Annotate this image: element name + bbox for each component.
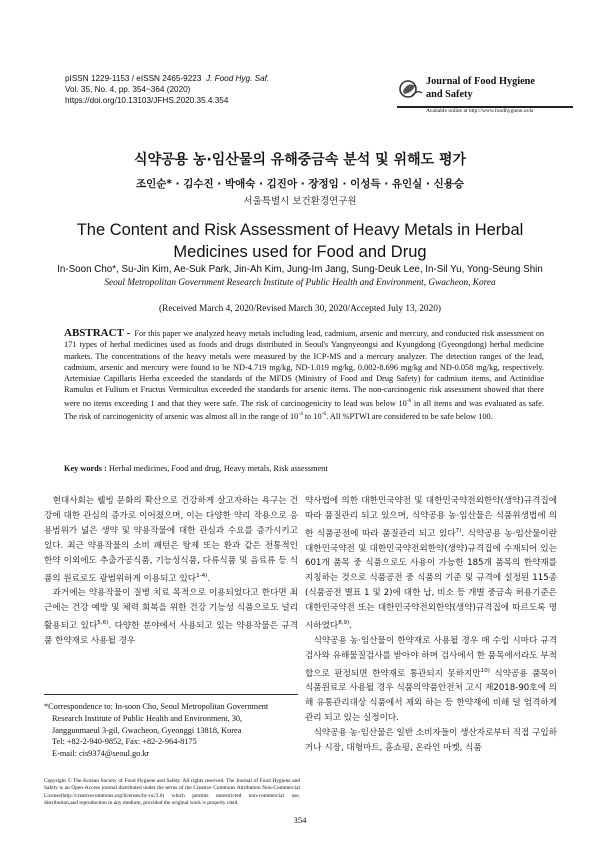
received-dates: (Received March 4, 2020/Revised March 30, 2020/Accepted July 13, 2020) <box>159 304 441 314</box>
journal-abbrev: J. Food Hyg. Saf. <box>205 74 270 83</box>
copyright-notice: Copyright © The Korean Society of Food Hygiene and Safety. All rights reserved. The Journal of Food Hygiene and Safety is an Open-Access journal distributed under the terms of the Creative Commons Attribution Non-Commercial License(http://creativecommons.org/licenses/by-nc/3.0) which permits unrestricted non-commercial use, distribution,and reproduction in any medium, provided the original work is properly cited. <box>44 778 300 806</box>
paragraph: 과거에는 약용작물이 질병 치료 목적으로 이용되었다고 한다면 최근에는 건강 예방 및 체력 회복을 위한 건강 기능성 식품으로도 널리 활용되고 있다$^{5,6)}$. 다양한 분야에서 사용되고 있는 약용작물은 규격품 한약재로 사용될 경우 <box>44 588 299 646</box>
paragraph: 현대사회는 웰빙 문화의 확산으로 건강하게 살고자하는 욕구는 건강에 대한 관심의 증가로 이어졌으며, 이는 다양한 약리 작용으로 응용범위가 넓은 생약 및 약용작물에 대한 관심과 수요를 증가시키고 있다. 최근 약용작물의 소비 패턴은 탕제 또는 환과 같은 전통적인 한약 이외에도 추출가공식품, 기능성식품, 다류식품 및 음료류 등 식품의 원료로도 광범위하게 이용되고 있다$^{1-4)}$. <box>44 496 298 584</box>
title-english: The Content and Risk Assessment of Heavy Metals in Herbal Medicines used for Food and Drug <box>76 221 524 261</box>
title-korean: 식약공용 농·임산물의 유해중금속 분석 및 위해도 평가 <box>133 152 467 168</box>
abstract-label: ABSTRACT - <box>64 327 131 339</box>
body-column-right <box>305 494 557 756</box>
available-online[interactable]: Available online at http://www.foodhygiene.or.kr <box>426 108 534 114</box>
keywords: Key words : Herbal medicines, Food and drug, Heavy metals, Risk assessment <box>64 464 328 473</box>
paragraph: 식약공용 농·임산물이 한약재로 사용될 경우 매 수입 시마다 규격검사와 유해물질검사를 받아야 하며 검사에서 한 품목에서라도 부적합으로 판정되면 한약재로 통관되지 못하지만$^{10)}$ 식약공용 품목이 식품원료로 사용될 경우 식품의약품안전처 고시 제2018-90호에 의해 유통관리대상 식품에서 제외 하는 등 한약재에 비해 덜 엄격하게 관리 되고 있는 실정이다. <box>305 635 557 724</box>
affiliation-english: Seoul Metropolitan Government Research Institute of Public Health and Environment, Gwacheon, Korea <box>104 278 496 288</box>
journal-meta <box>65 73 269 106</box>
doi-link[interactable]: https://doi.org/10.13103/JFHS.2020.35.4.354 <box>65 96 229 105</box>
issn-line: pISSN 1229-1153 / eISSN 2465-9223 <box>65 74 202 83</box>
footnote-divider <box>44 694 298 695</box>
volume-line: Vol. 35, No. 4, pp. 354~364 (2020) <box>65 85 191 94</box>
affiliation-korean: 서울특별시 보건환경연구원 <box>243 196 357 207</box>
correspondence-note: *Correspondence to: In-soon Cho, Seoul Metropolitan Government Research Institute of Public Health and Environment, 30, Janggunmaeul 3-gil, Gwacheon, Gyeonggi 13818, Korea Tel: +82-2-940-9852, Fax: +82-2-964-8175 E-mail: cis9374@seoul.go.kr <box>44 701 300 760</box>
abstract: ABSTRACT - For this paper we analyzed heavy metals including lead, cadmium, arsenic and mercury, and conducted risk assessment on 171 types of herbal medicines used as foods and drugs distributed in Seoul's Yangnyeongsi and Kyungdong (Gyeongdong) herbal medicine markets. The concentrations of the heavy metals were measured by the ICP-MS and a mercury analyzer. The detection ranges of the lead, cadmium, arsenic and mercury were found to be ND-4.719 mg/kg, ND-1.019 mg/kg, 0.002-8.696 mg/kg and ND-0.058 mg/kg, respectively. Artemisiae Capillaris Herba exceeded the standards of the MFDS (Ministry of Food and Drug Safety) for cadmium items, and Actinidiae Ramulus et Fulium et Fructus Vermicultus exceeded the standards for arsenic items. The non-carcinogenic risk assessment showed that there were no items exceeding 1 and that they were safe. The risk of carcinogenicity to lead was below $10^{-6}$ in all items and was evaluated as safe. The risk of carcinogenicity of arsenic was almost all in the range of $10^{-4}$ to $10^{-6}$. All %PTWI are considered to be safe below 100. <box>64 327 545 421</box>
paragraph: 식약공용 농·임산물은 일반 소비자들이 생산자로부터 직접 구입하거나 시장, 대형마트, 홈쇼핑, 온라인 마켓, 식품 <box>305 728 557 754</box>
page-number: 354 <box>293 815 307 825</box>
journal-title-logo: Journal of Food Hygiene and Safety <box>426 76 535 100</box>
authors-english: In-Soon Cho*, Su-Jin Kim, Ae-Suk Park, Jin-Ah Kim, Jung-Im Jang, Sung-Deuk Lee, In-Sil Yu, Yong-Seung Shin <box>57 264 543 275</box>
paragraph: 약사법에 의한 대한민국약전 및 대한민국약전외한약(생약)규격집에 따라 품질관리 되고 있으며, 식약공용 농·임산물은 식품위생법에 의한 식품공전에 따라 품질관리 되고 있다$^{7)}$. 식약공용 농·임산물이란 대한민국약전 및 대한민국약전외한약(생약)규격집에 수재되어 있는 601개 품목 중 식품으로도 사용이 가능한 185개 품목의 한약재를 지칭하는 것으로 식품공전 중 식품의 기준 및 규격에 설정된 115종(식품공전 별표 1 및 2)에 대한 납, 비소 등 개별 중금속 허용기준은 대한민국약전 또는 대한민국약전외한약(생약)규격집에 따르도록 명시하였다$^{8,9)}$. <box>305 496 557 631</box>
keywords-label: Key words : <box>64 464 107 473</box>
journal-logo-icon <box>398 77 424 103</box>
authors-korean: 조인순* · 김수진 · 박애숙 · 김진아 · 장정임 · 이성득 · 유인실 · 신용승 <box>135 178 465 190</box>
email-link[interactable]: E-mail: cis9374@seoul.go.kr <box>52 749 150 759</box>
body-column-left <box>44 494 298 649</box>
